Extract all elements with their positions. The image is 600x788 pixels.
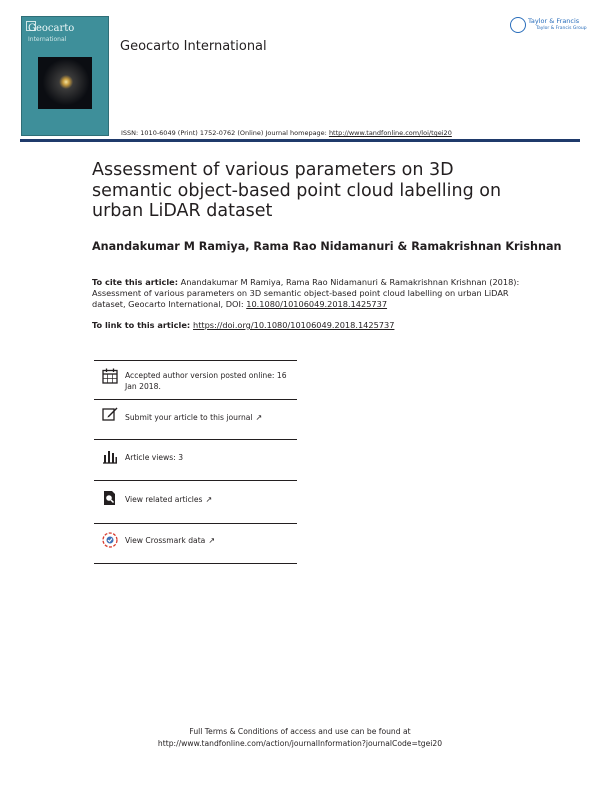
article-authors: Anandakumar M Ramiya, Rama Rao Nidamanuri & Ramakrishnan Krishnan: [92, 240, 562, 253]
journal-cover-image: [21, 16, 109, 136]
citation-block: [92, 277, 522, 311]
accepted-version-row: [94, 367, 297, 403]
publisher-logo-group: Taylor & Francis Group: [536, 26, 587, 31]
header-divider: [20, 139, 580, 142]
box-divider-bottom: [94, 563, 297, 564]
publisher-logo-name: Taylor & Francis: [528, 17, 580, 25]
calendar-icon: [102, 368, 118, 384]
cover-subtitle: International: [28, 36, 67, 43]
crossmark-row[interactable]: [94, 529, 297, 563]
cover-galaxy-image: [38, 57, 92, 109]
article-views-row: [94, 446, 297, 476]
article-link-line: [92, 320, 394, 330]
box-divider: [94, 480, 297, 481]
related-articles-row[interactable]: [94, 487, 297, 521]
citation-text: Anandakumar M Ramiya, Rama Rao Nidamanuri & Ramakrishnan Krishnan (2018): Assessment of various parameters on 3D semantic object-based point cloud labelling on urban LiDAR dataset, Geocarto International, DOI:: [92, 277, 520, 310]
box-divider: [94, 523, 297, 524]
article-link-label: To link to this article:: [92, 320, 193, 330]
accepted-version-text: Accepted author version posted online: 16 Jan 2018.: [125, 371, 287, 391]
external-link-icon: ↗: [255, 413, 263, 422]
crossmark-icon: [102, 532, 118, 548]
publisher-logo[interactable]: [510, 15, 587, 37]
article-views-text: Article views: 3: [125, 453, 184, 462]
external-link-icon: ↗: [205, 495, 213, 504]
publisher-logo-icon: [510, 17, 526, 33]
footer-terms-text: Full Terms & Conditions of access and use can be found at: [189, 727, 411, 736]
box-divider-top: [94, 360, 297, 361]
article-doi-link[interactable]: https://doi.org/10.1080/10106049.2018.1425737: [193, 320, 395, 330]
journal-homepage-link[interactable]: http://www.tandfonline.com/loi/tgei20: [328, 129, 452, 137]
crossmark-link[interactable]: View Crossmark data ↗: [125, 536, 216, 545]
related-articles-link[interactable]: View related articles ↗: [125, 495, 213, 504]
edit-icon: [102, 406, 118, 422]
citation-label: To cite this article:: [92, 277, 178, 287]
footer-terms-link[interactable]: http://www.tandfonline.com/action/journalInformation?journalCode=tgei20: [157, 739, 443, 748]
citation-doi-link[interactable]: 10.1080/10106049.2018.1425737: [246, 299, 388, 310]
cover-title: Geocarto: [28, 23, 75, 34]
issn-line: [121, 129, 452, 137]
submit-article-link[interactable]: Submit your article to this journal ↗: [125, 413, 263, 422]
external-link-icon: ↗: [208, 536, 216, 545]
article-title: Assessment of various parameters on 3D semantic object-based point cloud labelling on urban LiDAR dataset: [92, 160, 502, 221]
box-divider: [94, 439, 297, 440]
bar-chart-icon: [102, 448, 118, 464]
submit-article-row[interactable]: [94, 405, 297, 435]
box-divider: [94, 399, 297, 400]
search-document-icon: [102, 490, 118, 506]
issn-text: ISSN: 1010-6049 (Print) 1752-0762 (Online) Journal homepage:: [121, 129, 329, 137]
journal-name: Geocarto International: [120, 39, 267, 54]
